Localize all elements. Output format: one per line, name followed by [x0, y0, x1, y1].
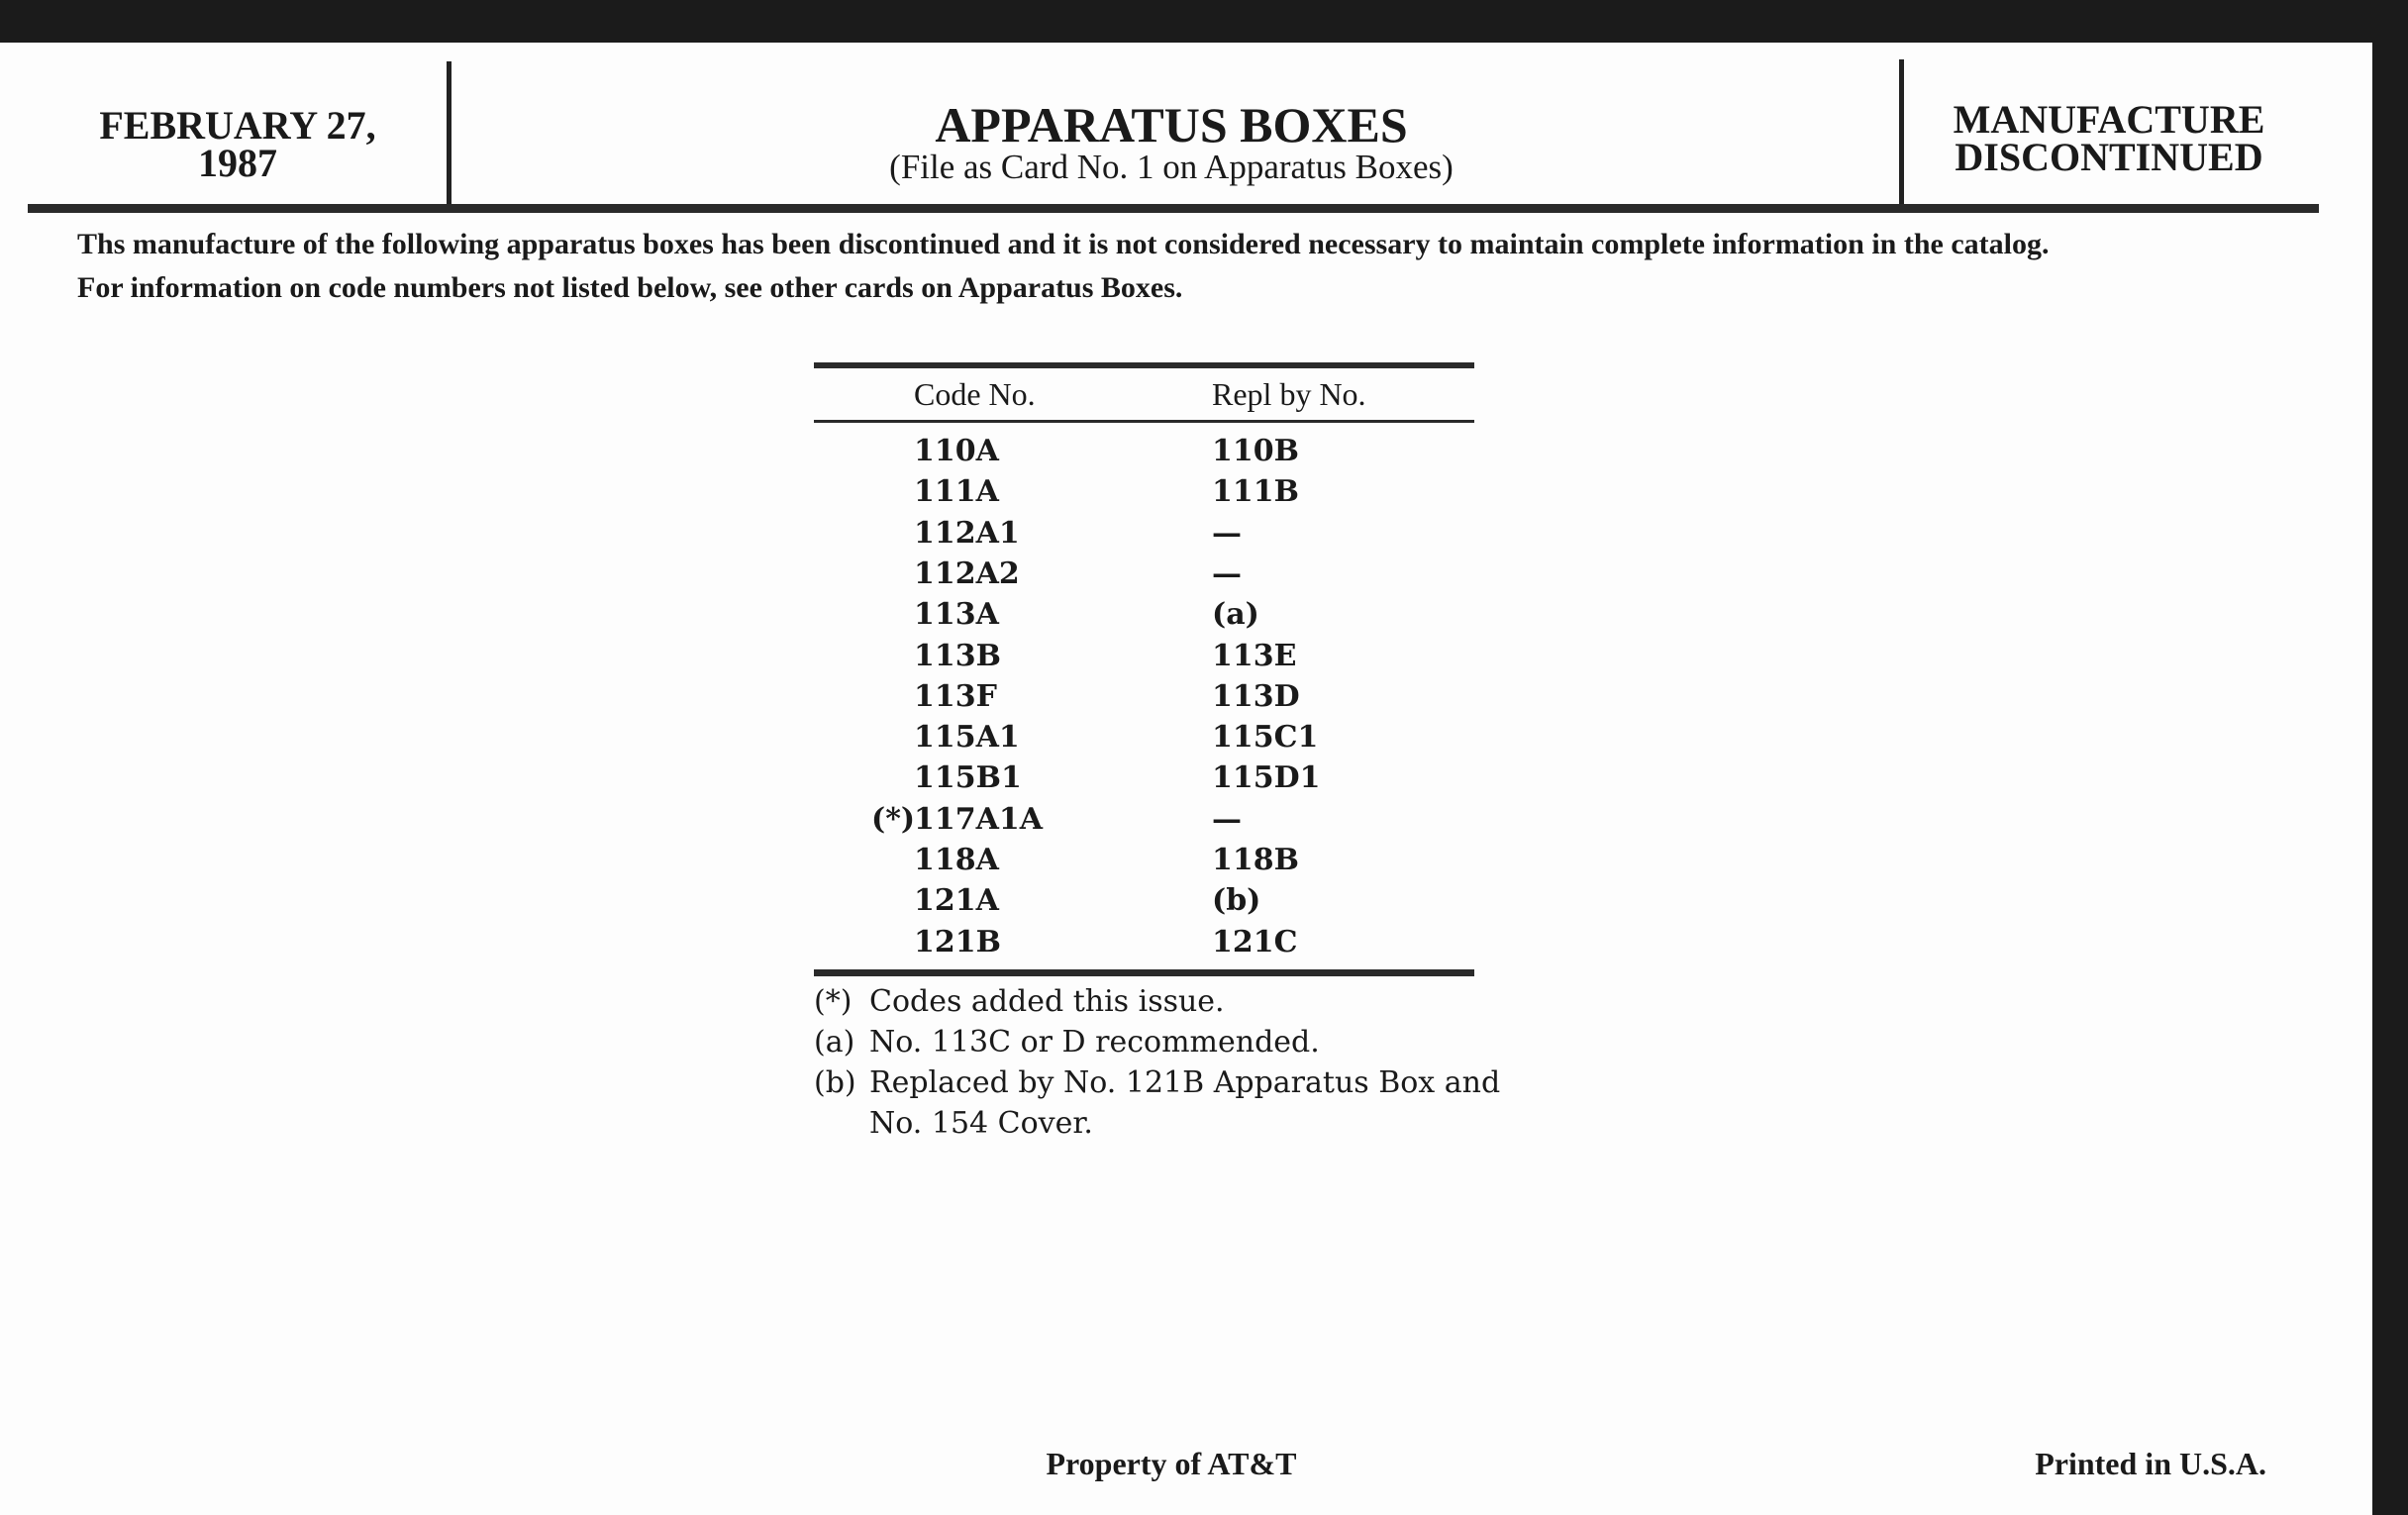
- code-cell: 121B: [914, 924, 1001, 960]
- replacement-cell: 118B: [1212, 843, 1299, 877]
- footnote-mark: (b): [814, 1065, 856, 1100]
- page-subtitle: (File as Card No. 1 on Apparatus Boxes): [889, 148, 1454, 186]
- code-cell: 113A: [914, 597, 999, 633]
- header-divider-right: [1899, 59, 1904, 208]
- footnote-text: No. 113C or D recommended.: [869, 1025, 1320, 1060]
- replacement-cell: 110B: [1212, 434, 1299, 468]
- replacement-cell: 111B: [1212, 474, 1299, 510]
- column-header-code: Code No.: [914, 376, 1036, 412]
- replacement-cell: —: [1212, 515, 1242, 551]
- issue-date: [40, 103, 436, 185]
- scan-border-right: [2372, 0, 2408, 1515]
- issue-date-line1: FEBRUARY 27,: [99, 103, 376, 148]
- footnote-text: Replaced by No. 121B Apparatus Box and: [869, 1065, 1501, 1100]
- header-divider-left: [447, 61, 452, 208]
- column-header-replacement: Repl by No.: [1212, 376, 1366, 412]
- replacement-cell: 121C: [1212, 924, 1298, 960]
- code-cell: 111A: [914, 474, 999, 510]
- footnote-text: Codes added this issue.: [869, 984, 1225, 1019]
- code-cell: 112A2: [914, 556, 1020, 591]
- replacement-cell: (b): [1212, 883, 1261, 919]
- code-cell: 115B1: [914, 760, 1022, 796]
- code-cell: 117A1A: [914, 801, 1044, 837]
- intro-line-2: For information on code numbers not listed below, see other cards on Apparatus Boxes.: [77, 271, 1183, 304]
- page-title: APPARATUS BOXES: [935, 97, 1408, 152]
- code-cell: 112A1: [914, 515, 1020, 551]
- code-cell: 110A: [914, 434, 999, 468]
- code-cell: 118A: [914, 843, 999, 877]
- code-cell: 113B: [914, 638, 1001, 673]
- table-header-rule: [814, 420, 1474, 423]
- table-bottom-rule: [814, 969, 1474, 976]
- status-line2: DISCONTINUED: [1955, 135, 2263, 179]
- header-rule: [28, 204, 2319, 213]
- replacement-cell: 113E: [1212, 638, 1297, 673]
- issue-date-line2: 1987: [198, 141, 277, 185]
- replacement-cell: —: [1212, 556, 1242, 591]
- replacement-cell: 115C1: [1212, 720, 1319, 756]
- footnote-mark: (*): [814, 984, 853, 1019]
- code-cell: 115A1: [914, 720, 1020, 756]
- intro-line-1: Ths manufacture of the following apparatus boxes has been discontinued and it is not considered necessary to maintain complete information in the catalog.: [77, 228, 2050, 260]
- footnote-mark: (a): [814, 1025, 855, 1060]
- printed-notice: Printed in U.S.A.: [2035, 1446, 2266, 1481]
- code-cell: 113F: [914, 678, 997, 714]
- replacement-cell: 113D: [1212, 678, 1300, 714]
- new-code-marker: (*): [871, 801, 916, 837]
- replacement-cell: —: [1212, 801, 1242, 837]
- table-top-rule: [814, 362, 1474, 368]
- status-line1: MANUFACTURE: [1953, 97, 2265, 142]
- status-label: [1911, 97, 2307, 179]
- scan-border-top: [0, 0, 2408, 43]
- footnote-text: No. 154 Cover.: [869, 1106, 1093, 1141]
- property-notice: Property of AT&T: [1046, 1446, 1297, 1481]
- replacement-cell: (a): [1212, 597, 1259, 633]
- replacement-cell: 115D1: [1212, 760, 1321, 796]
- code-cell: 121A: [914, 883, 999, 919]
